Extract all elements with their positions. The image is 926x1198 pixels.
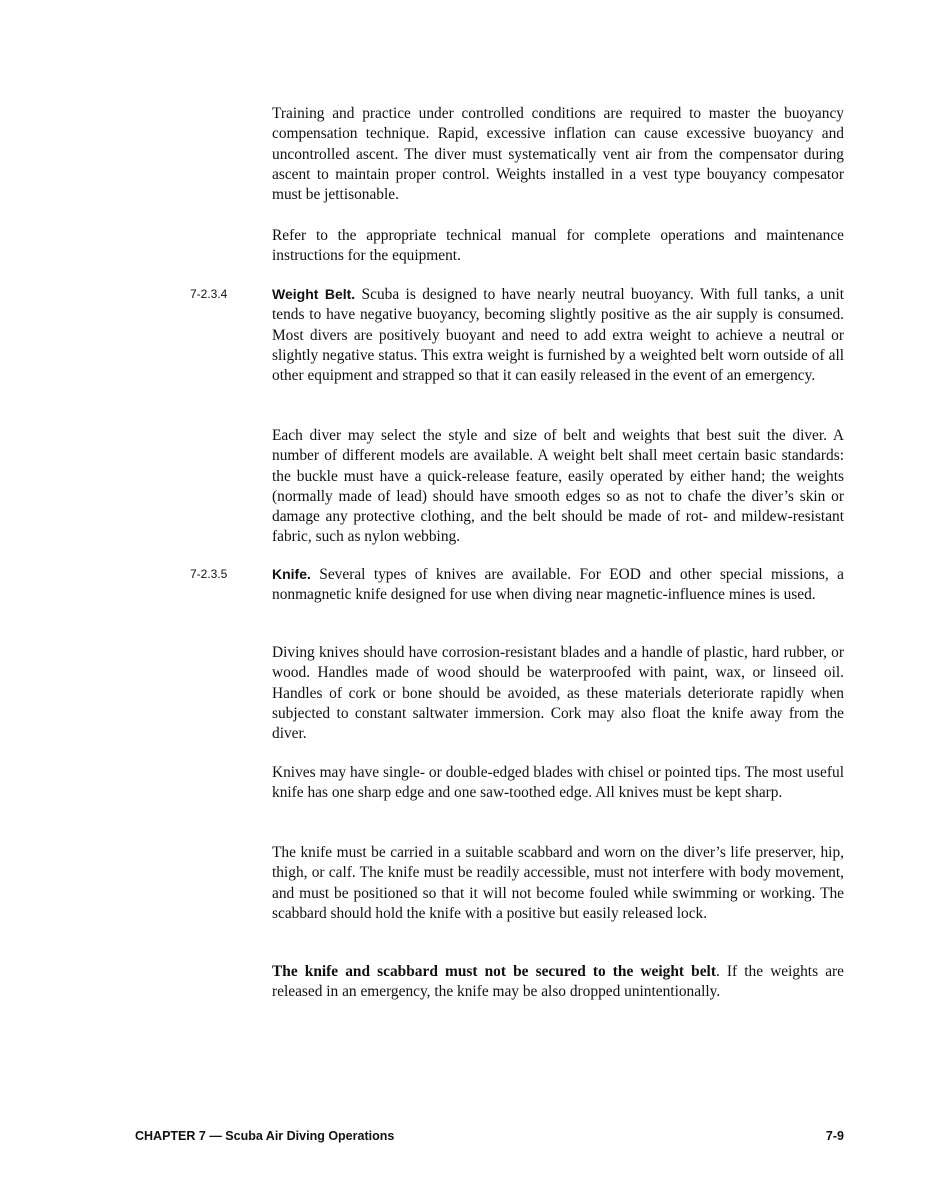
warning-rest-text: . If the weights are released in an emergency, the knife may be also dropped unintentionally. xyxy=(272,963,844,1001)
section-heading-weight-belt: Weight Belt. xyxy=(272,286,356,302)
paragraph-weight-belt-warning xyxy=(272,962,844,1003)
warning-bold-text: The knife and scabbard must not be secured to the weight belt xyxy=(272,963,716,980)
footer-chapter-title: CHAPTER 7 — Scuba Air Diving Operations xyxy=(135,1129,395,1143)
paragraph-knife-materials: Diving knives should have corrosion-resistant blades and a handle of plastic, hard rubber, or wood. Handles made of wood should be waterproofed with paint, wax, or linseed oil. Handles of cork or bone should be avoided, as these materials deteriorate rapidly when subjected to constant saltwater immersion. Cork may also float the knife away from the diver. xyxy=(272,644,844,743)
section-text-knife: Several types of knives are available. For EOD and other special missions, a nonmagnetic knife designed for use when diving near magnetic-influence mines is used. xyxy=(272,566,844,604)
paragraph-technical-manual: Refer to the appropriate technical manual for complete operations and maintenance instructions for the equipment. xyxy=(272,227,844,265)
section-text-weight-belt: Scuba is designed to have nearly neutral buoyancy. With full tanks, a unit tends to have negative buoyancy, becoming slightly positive as the air supply is consumed. Most divers are positively buoyant and need to add extra weight to achieve a neutral or slightly negative status. This extra weight is furnished by a weighted belt worn outside of all other equipment and strapped so that it can easily released in the event of an emergency. xyxy=(272,286,844,385)
paragraph-knife-scabbard: The knife must be carried in a suitable scabbard and worn on the diver’s life preserver, hip, thigh, or calf. The knife must be readily accessible, must not interfere with body movement, and must be positioned so that it will not become fouled while swimming or working. The scabbard should hold the knife with a positive but easily released lock. xyxy=(272,844,844,922)
paragraph-belt-standards: Each diver may select the style and size of belt and weights that best suit the diver. A number of different models are available. A weight belt shall meet certain basic standards: the buckle must have a quick-release feature, easily operated by either hand; the weights (normally made of lead) should have smooth edges so as not to chafe the diver’s skin or damage any protective clothing, and the belt should be made of rot- and mildew-resistant fabric, such as nylon webbing. xyxy=(272,427,844,546)
section-heading-knife: Knife. xyxy=(272,566,311,582)
section-weight-belt xyxy=(272,284,844,386)
paragraph-knife-blades: Knives may have single- or double-edged blades with chisel or pointed tips. The most useful knife has one sharp edge and one saw-toothed edge. All knives must be kept sharp. xyxy=(272,764,844,802)
paragraph-buoyancy-training: Training and practice under controlled conditions are required to master the buoyancy compensation technique. Rapid, excessive inflation can cause excessive buoyancy and uncontrolled ascent. The diver must systematically vent air from the compensator during ascent to maintain proper control. Weights installed in a vest type bouyancy compesator must be jettisonable. xyxy=(272,105,844,204)
footer-page-number: 7-9 xyxy=(825,1129,844,1143)
section-number-weight-belt: 7-2.3.4 xyxy=(190,287,228,301)
section-number-knife: 7-2.3.5 xyxy=(190,567,228,581)
section-knife xyxy=(272,564,844,606)
